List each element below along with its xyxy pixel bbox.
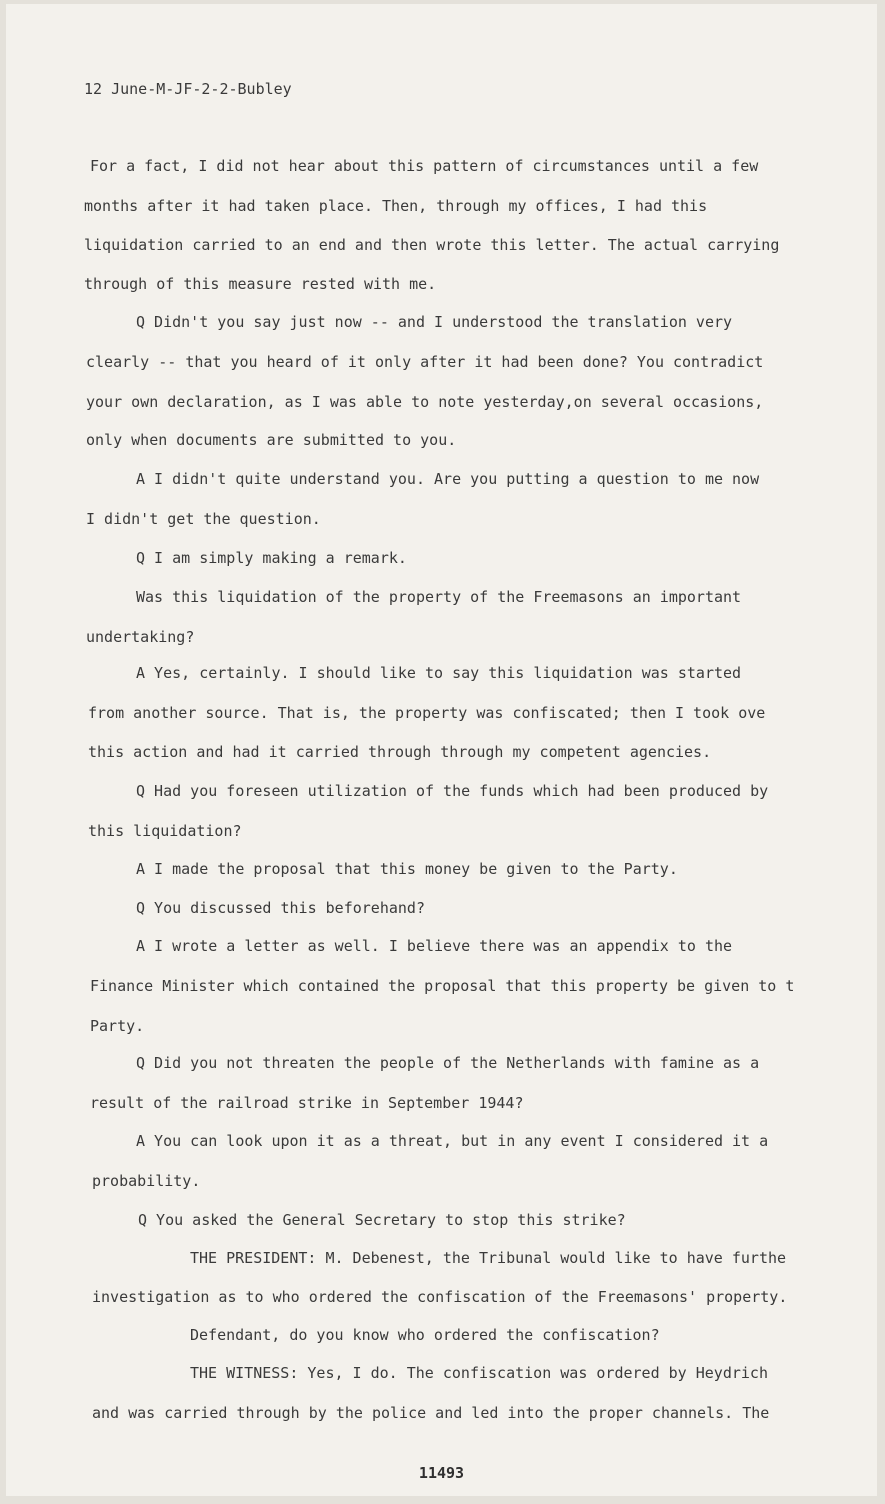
- page-number: 11493: [418, 1464, 465, 1482]
- text-line: Was this liquidation of the property of the Freemasons an important: [136, 588, 742, 606]
- text-line: Q Did you not threaten the people of the Netherlands with famine as a: [136, 1054, 760, 1072]
- text-line: Finance Minister which contained the proposal that this property be given to t: [90, 977, 795, 995]
- text-line: Q Had you foreseen utilization of the funds which had been produced by: [136, 782, 769, 800]
- text-line: Q You asked the General Secretary to stop this strike?: [138, 1211, 626, 1229]
- text-line: Party.: [90, 1017, 145, 1035]
- text-line: months after it had taken place. Then, through my offices, I had this: [84, 197, 708, 215]
- text-line: A I made the proposal that this money be given to the Party.: [136, 860, 678, 878]
- text-line: clearly -- that you heard of it only after it had been done? You contradict: [86, 353, 764, 371]
- text-line: only when documents are submitted to you.: [86, 431, 457, 449]
- text-line: THE WITNESS: Yes, I do. The confiscation was ordered by Heydrich: [190, 1364, 768, 1382]
- text-line: I didn't get the question.: [86, 510, 321, 528]
- text-line: A You can look upon it as a threat, but in any event I considered it a: [136, 1132, 769, 1150]
- text-line: and was carried through by the police and led into the proper channels. The: [92, 1404, 770, 1422]
- text-line: A I didn't quite understand you. Are you putting a question to me now: [136, 470, 760, 488]
- document-page: [6, 4, 877, 1496]
- text-line: Q I am simply making a remark.: [136, 549, 407, 567]
- text-line: through of this measure rested with me.: [84, 275, 437, 293]
- text-line: your own declaration, as I was able to note yesterday,on several occasions,: [86, 393, 764, 411]
- text-line: undertaking?: [86, 628, 195, 646]
- text-line: Defendant, do you know who ordered the confiscation?: [190, 1326, 660, 1344]
- text-line: probability.: [92, 1172, 201, 1190]
- text-line: this liquidation?: [88, 822, 242, 840]
- text-line: Q You discussed this beforehand?: [136, 899, 425, 917]
- text-line: from another source. That is, the property was confiscated; then I took ove: [88, 704, 766, 722]
- text-line: A I wrote a letter as well. I believe there was an appendix to the: [136, 937, 733, 955]
- page-header: 12 June-M-JF-2-2-Bubley: [84, 80, 292, 98]
- text-line: investigation as to who ordered the confiscation of the Freemasons' property.: [92, 1288, 788, 1306]
- text-line: liquidation carried to an end and then wrote this letter. The actual carrying: [84, 236, 780, 254]
- text-line: result of the railroad strike in September 1944?: [90, 1094, 524, 1112]
- text-line: this action and had it carried through through my competent agencies.: [88, 743, 712, 761]
- text-line: For a fact, I did not hear about this pattern of circumstances until a few: [90, 157, 759, 175]
- text-line: Q Didn't you say just now -- and I understood the translation very: [136, 313, 733, 331]
- text-line: A Yes, certainly. I should like to say this liquidation was started: [136, 664, 742, 682]
- text-line: THE PRESIDENT: M. Debenest, the Tribunal would like to have furthe: [190, 1249, 787, 1267]
